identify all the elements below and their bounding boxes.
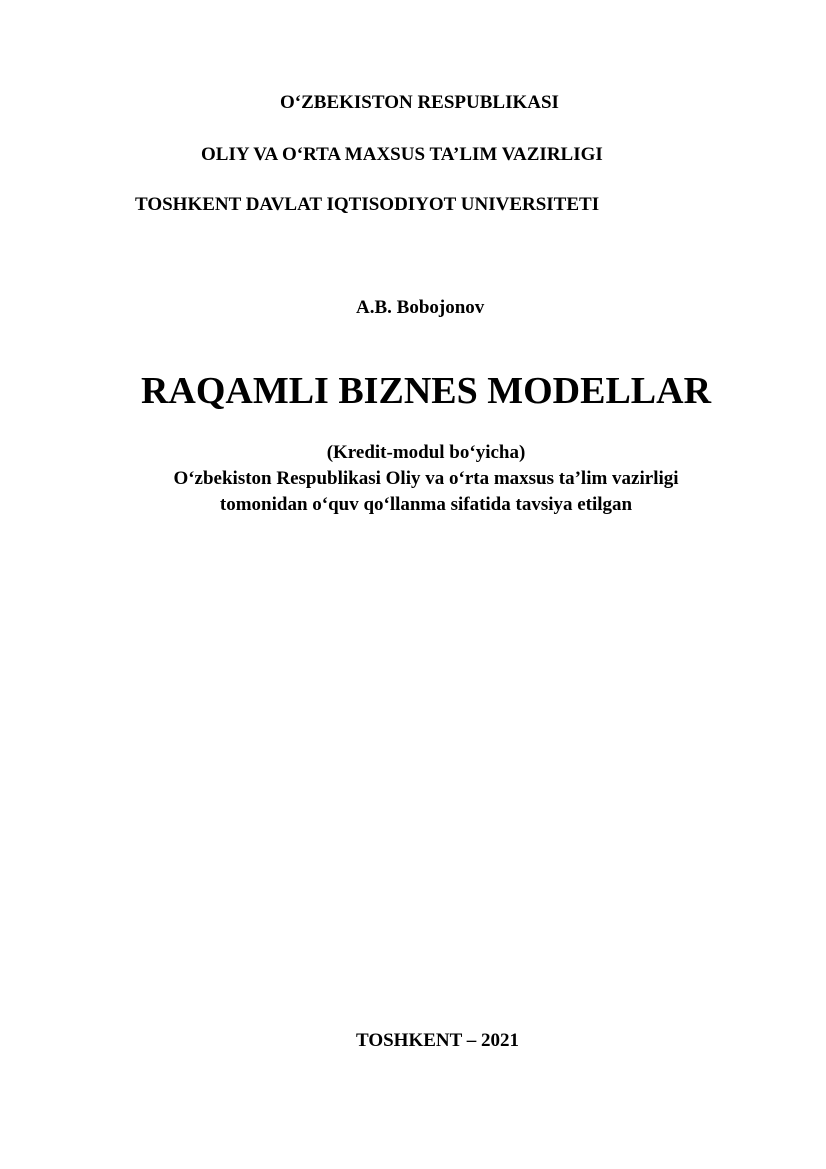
- subtitle-line-3: tomonidan o‘quv qo‘llanma sifatida tavsiya etilgan: [219, 494, 633, 515]
- subtitle-block: [0, 440, 826, 518]
- book-title: RAQAMLI BIZNES MODELLAR: [140, 370, 712, 412]
- place-year: TOSHKENT – 2021: [356, 1030, 519, 1051]
- university-heading: TOSHKENT DAVLAT IQTISODIYOT UNIVERSITETI: [135, 194, 600, 215]
- author-name: A.B. Bobojonov: [356, 297, 485, 318]
- country-heading: O‘ZBEKISTON RESPUBLIKASI: [280, 92, 559, 113]
- subtitle-line-1: (Kredit-modul bo‘yicha): [326, 442, 526, 463]
- subtitle-line-2: O‘zbekiston Respublikasi Oliy va o‘rta maxsus ta’lim vazirligi: [173, 468, 679, 489]
- ministry-heading: OLIY VA O‘RTA MAXSUS TA’LIM VAZIRLIGI: [201, 144, 603, 165]
